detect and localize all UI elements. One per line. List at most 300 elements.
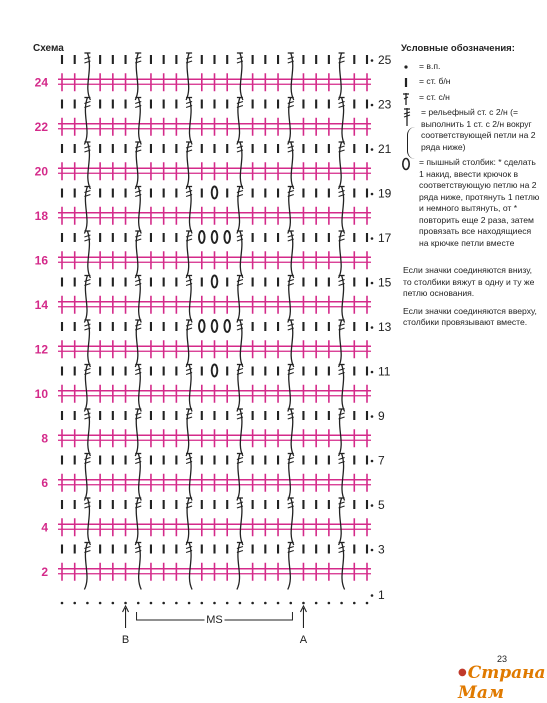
chain-stitch-icon (264, 602, 267, 605)
relief-stitch-tick (339, 280, 345, 282)
relief-stitch-icon (288, 543, 294, 590)
relief-stitch-tick (135, 413, 141, 415)
relief-stitch-icon (135, 142, 141, 189)
chain-stitch-icon (61, 602, 64, 605)
legend-item-label: = рельефный ст. с 2/н (= выполнить 1 ст. с 2/н вокруг соответствующей петли на 2 ряда ниже) (421, 107, 536, 152)
relief-stitch-icon (84, 276, 90, 323)
relief-stitch-stem (84, 454, 87, 501)
relief-stitch-icon (186, 276, 192, 323)
relief-stitch-tick (339, 235, 345, 237)
relief-stitch-icon (288, 142, 294, 189)
relief-stitch-tick (339, 369, 345, 371)
chain-stitch-icon (340, 602, 343, 605)
relief-stitch-icon (237, 231, 243, 278)
relief-stitch-stem (291, 498, 294, 545)
stitch-row (62, 411, 367, 420)
relief-stitch-tick (186, 102, 192, 104)
relief-stitch-icon (288, 365, 294, 412)
relief-stitch-icon (84, 187, 90, 234)
relief-stitch-stem (135, 320, 138, 367)
relief-stitch-tick (288, 57, 294, 59)
relief-stitch-tick (186, 324, 192, 326)
marker-a-label: A (299, 634, 308, 646)
chain-stitch-icon (150, 602, 153, 605)
row-number-label: 16 (34, 253, 48, 268)
relief-stitch-stem (186, 53, 189, 100)
relief-stitch-tick (135, 57, 141, 59)
row-turn-dot (371, 326, 374, 329)
relief-stitch-tick (237, 57, 243, 59)
stitch-row (58, 207, 371, 225)
stitch-row (58, 251, 371, 269)
relief-stitch-icon (135, 409, 141, 456)
relief-stitch-tick (288, 502, 294, 504)
relief-stitch-icon (84, 142, 90, 189)
row-turn-dot (371, 594, 374, 597)
row-turn-dot (371, 282, 374, 285)
relief-stitch-stem (288, 187, 291, 234)
relief-stitch-tick (135, 146, 141, 148)
relief-stitch-icon (84, 365, 90, 412)
relief-stitch-icon (339, 498, 345, 545)
relief-stitch-icon (135, 187, 141, 234)
row-number-label: 25 (378, 53, 392, 67)
chain-stitch-icon (315, 602, 318, 605)
relief-stitch-icon (237, 276, 243, 323)
relief-stitch-stem (135, 409, 138, 456)
relief-stitch-tick (186, 280, 192, 282)
relief-stitch-tick (84, 191, 90, 193)
legend-title: Условные обозначения: (401, 43, 515, 54)
row-number-label: 19 (378, 186, 392, 201)
relief-stitch-stem (189, 543, 192, 590)
relief-stitch-stem (339, 142, 342, 189)
stitch-row (58, 296, 371, 314)
relief-stitch-icon (186, 53, 192, 100)
puff-stitch-icon (199, 320, 205, 332)
legend-item-relief-stitch (401, 107, 541, 153)
relief-stitch-tick (339, 502, 345, 504)
relief-stitch-icon (186, 498, 192, 545)
relief-stitch-icon (237, 320, 243, 367)
stitch-row (58, 385, 371, 403)
relief-stitch-stem (342, 365, 345, 412)
relief-stitch-tick (135, 102, 141, 104)
puff-stitch-icon (224, 320, 230, 332)
relief-stitch-tick (288, 547, 294, 549)
stitch-row (58, 162, 371, 180)
page-number: 23 (497, 654, 508, 664)
legend-item-single-crochet (401, 76, 541, 88)
relief-stitch-icon (135, 498, 141, 545)
relief-stitch-tick (237, 369, 243, 371)
relief-stitch-stem (189, 276, 192, 323)
relief-stitch-stem (189, 187, 192, 234)
relief-stitch-stem (84, 543, 87, 590)
chain-stitch-icon (124, 602, 127, 605)
row-number-label: 13 (378, 320, 392, 334)
relief-stitch-tick (339, 413, 345, 415)
legend-note-bottom-join: Если значки соединяются внизу, то столбики вяжут в одну и ту же петлю основания. (403, 265, 535, 298)
relief-stitch-stem (84, 187, 87, 234)
relief-stitch-tick (186, 547, 192, 549)
relief-stitch-icon (339, 454, 345, 501)
relief-stitch-tick (84, 146, 90, 148)
relief-stitch-stem (186, 231, 189, 278)
relief-stitch-icon (84, 53, 90, 100)
relief-stitch-stem (240, 409, 243, 456)
relief-stitch-icon (84, 498, 90, 545)
relief-stitch-tick (339, 57, 345, 59)
row-turn-dot (371, 460, 374, 463)
row-number-label: 4 (41, 520, 48, 535)
chain-stitch-icon (137, 602, 140, 605)
chain-stitch-icon (366, 602, 369, 605)
relief-stitch-tick (84, 235, 90, 237)
chain-stitch-icon (277, 602, 280, 605)
relief-stitch-icon (186, 98, 192, 145)
relief-stitch-tick (84, 57, 90, 59)
row-turn-dot (371, 504, 374, 507)
row-turn-dot (371, 371, 374, 374)
relief-stitch-icon (237, 98, 243, 145)
relief-stitch-stem (339, 320, 342, 367)
relief-brace (407, 127, 416, 159)
relief-stitch-icon (135, 98, 141, 145)
row-number-label: 12 (34, 342, 48, 357)
row-number-label: 22 (34, 119, 48, 134)
relief-stitch-icon (339, 187, 345, 234)
repeat-label: MS (206, 614, 223, 626)
legend (401, 43, 541, 329)
relief-stitch-icon (401, 107, 415, 127)
relief-stitch-stem (189, 365, 192, 412)
relief-stitch-icon (339, 320, 345, 367)
stitch-row (58, 429, 371, 447)
relief-stitch-icon (186, 543, 192, 590)
relief-stitch-icon (135, 454, 141, 501)
puff-stitch-icon (199, 231, 205, 243)
chain-stitch-icon (239, 602, 242, 605)
relief-stitch-stem (240, 142, 243, 189)
row-number-label: 18 (34, 208, 48, 223)
chart-title: Схема (33, 43, 64, 54)
relief-stitch-stem (342, 98, 345, 145)
row-turn-dot (371, 59, 374, 62)
relief-stitch-stem (288, 98, 291, 145)
relief-stitch-tick (288, 235, 294, 237)
relief-stitch-tick (135, 547, 141, 549)
chain-stitch-icon (226, 602, 229, 605)
relief-stitch-stem (342, 276, 345, 323)
relief-stitch-stem (240, 53, 243, 100)
stitch-row (58, 563, 371, 581)
relief-stitch-tick (237, 102, 243, 104)
relief-stitch-stem (135, 53, 138, 100)
relief-stitch-tick (288, 458, 294, 460)
relief-stitch-stem (237, 454, 240, 501)
relief-stitch-tick (186, 369, 192, 371)
relief-stitch-tick (84, 458, 90, 460)
legend-note-top-join: Если значки соединяются вверху, столбики провязывают вместе. (403, 305, 537, 327)
legend-item-label: = пышный столбик: * сделать 1 накид, ввести крючок в соответствующую петлю на 2 ряда ниже, протянуть 1 петлю и немного вытянуть, от * повторить еще 2 раза, затем провязать все находящиеся на крючке петли вместе (419, 157, 540, 248)
row-turn-dot (371, 148, 374, 151)
relief-stitch-stem (84, 276, 87, 323)
row-number-label: 5 (378, 498, 385, 512)
relief-stitch-icon (135, 53, 141, 100)
relief-stitch-stem (240, 320, 243, 367)
relief-stitch-tick (135, 280, 141, 282)
stitch-row (62, 100, 367, 109)
row-number-label: 1 (378, 588, 385, 602)
row-number-label: 9 (378, 409, 385, 423)
relief-stitch-stem (135, 498, 138, 545)
relief-stitch-tick (237, 324, 243, 326)
legend-item-label: = ст. с/н (419, 91, 450, 102)
watermark (458, 663, 547, 703)
legend-item-puff-stitch (401, 157, 541, 249)
chain-stitch-icon (175, 602, 178, 605)
puff-stitch-icon (212, 365, 218, 377)
relief-stitch-tick (84, 413, 90, 415)
relief-stitch-stem (87, 320, 90, 367)
relief-stitch-icon (339, 98, 345, 145)
relief-stitch-stem (138, 98, 141, 145)
row-number-label: 17 (378, 231, 392, 245)
relief-stitch-stem (339, 498, 342, 545)
relief-stitch-icon (237, 142, 243, 189)
relief-stitch-tick (186, 146, 192, 148)
relief-stitch-icon (135, 276, 141, 323)
stitch-row (58, 118, 371, 136)
relief-stitch-stem (186, 142, 189, 189)
legend-item-label: = ст. б/н (419, 76, 451, 86)
relief-stitch-stem (138, 365, 141, 412)
double-crochet-icon (401, 92, 413, 106)
row-number-label: 6 (41, 475, 48, 490)
row-turn-dot (371, 193, 374, 196)
row-number-label: 7 (378, 453, 385, 468)
legend-item-chain (401, 61, 541, 73)
relief-stitch-tick (237, 458, 243, 460)
relief-stitch-icon (186, 320, 192, 367)
stitch-row (58, 73, 371, 91)
relief-stitch-icon (84, 231, 90, 278)
relief-stitch-icon (135, 543, 141, 590)
relief-stitch-tick (84, 324, 90, 326)
chain-stitch-icon (86, 602, 89, 605)
row-number-label: 14 (34, 297, 48, 312)
relief-stitch-icon (288, 98, 294, 145)
stitch-row (62, 144, 367, 153)
relief-stitch-tick (288, 413, 294, 415)
stitch-row (58, 474, 371, 492)
chain-stitch-icon (188, 602, 191, 605)
relief-stitch-tick (339, 458, 345, 460)
relief-stitch-icon (237, 53, 243, 100)
stitch-row (62, 545, 367, 554)
puff-stitch-icon (224, 231, 230, 243)
relief-stitch-icon (288, 320, 294, 367)
relief-stitch-stem (135, 231, 138, 278)
relief-stitch-tick (339, 191, 345, 193)
chain-stitch-icon (213, 602, 216, 605)
relief-stitch-stem (87, 53, 90, 100)
relief-stitch-icon (186, 454, 192, 501)
relief-stitch-stem (186, 498, 189, 545)
relief-stitch-stem (186, 320, 189, 367)
relief-stitch-icon (186, 409, 192, 456)
relief-stitch-tick (186, 191, 192, 193)
relief-stitch-tick (288, 191, 294, 193)
relief-stitch-tick (84, 547, 90, 549)
relief-stitch-tick (339, 324, 345, 326)
relief-stitch-tick (288, 369, 294, 371)
relief-stitch-tick (84, 502, 90, 504)
relief-stitch-icon (237, 543, 243, 590)
relief-stitch-stem (138, 187, 141, 234)
relief-stitch-icon (339, 53, 345, 100)
chain-stitch-icon (289, 602, 292, 605)
relief-stitch-icon (237, 409, 243, 456)
relief-stitch-tick (84, 102, 90, 104)
row-number-label: 11 (378, 364, 391, 379)
relief-stitch-tick (339, 547, 345, 549)
relief-stitch-icon (237, 365, 243, 412)
relief-stitch-tick (339, 146, 345, 148)
chain-stitch-icon (251, 602, 254, 605)
relief-stitch-tick (135, 369, 141, 371)
relief-stitch-tick (288, 102, 294, 104)
legend-item-double-crochet (401, 92, 541, 104)
relief-stitch-icon (135, 320, 141, 367)
row-number-label: 8 (41, 431, 48, 446)
relief-stitch-stem (87, 142, 90, 189)
relief-stitch-tick (237, 502, 243, 504)
marker-b-label: B (121, 634, 130, 646)
stitch-row (58, 340, 371, 358)
chain-stitch-icon (73, 602, 76, 605)
relief-stitch-stem (237, 187, 240, 234)
relief-stitch-stem (342, 187, 345, 234)
relief-stitch-tick (186, 235, 192, 237)
relief-stitch-stem (87, 498, 90, 545)
relief-stitch-tick (135, 502, 141, 504)
relief-stitch-icon (84, 543, 90, 590)
relief-stitch-stem (135, 142, 138, 189)
watermark-dot-icon: ● (458, 667, 467, 678)
relief-stitch-tick (237, 146, 243, 148)
stitch-row (58, 518, 371, 536)
relief-stitch-tick (237, 547, 243, 549)
row-number-label: 2 (41, 564, 48, 579)
relief-stitch-tick (84, 280, 90, 282)
relief-stitch-icon (237, 187, 243, 234)
relief-stitch-stem (237, 98, 240, 145)
relief-stitch-icon (339, 142, 345, 189)
chain-stitch-icon (112, 602, 115, 605)
relief-stitch-stem (87, 231, 90, 278)
chain-stitch-icon (353, 602, 356, 605)
watermark-text: Страна Мам (458, 663, 546, 703)
puff-stitch-icon (212, 276, 218, 288)
relief-stitch-icon (288, 187, 294, 234)
relief-stitch-icon (135, 231, 141, 278)
relief-stitch-tick (237, 413, 243, 415)
relief-stitch-stem (84, 365, 87, 412)
relief-stitch-icon (186, 142, 192, 189)
stitch-row (62, 500, 367, 509)
relief-stitch-stem (237, 276, 240, 323)
relief-stitch-tick (288, 146, 294, 148)
relief-stitch-icon (84, 98, 90, 145)
relief-stitch-stem (288, 454, 291, 501)
row-number-label: 21 (378, 142, 392, 156)
row-number-label: 23 (378, 97, 392, 112)
relief-stitch-tick (186, 458, 192, 460)
puff-stitch-icon (212, 320, 218, 332)
row-number-label: 15 (378, 275, 392, 290)
row-number-label: 10 (34, 386, 48, 401)
relief-stitch-icon (237, 498, 243, 545)
relief-stitch-tick (186, 413, 192, 415)
relief-stitch-stem (342, 543, 345, 590)
relief-stitch-icon (84, 320, 90, 367)
chain-stitch-icon (328, 602, 331, 605)
relief-stitch-stem (288, 543, 291, 590)
relief-stitch-stem (138, 454, 141, 501)
row-number-label: 24 (34, 75, 48, 90)
relief-stitch-tick (237, 280, 243, 282)
relief-stitch-icon (84, 409, 90, 456)
relief-stitch-stem (339, 53, 342, 100)
row-turn-dot (371, 104, 374, 107)
relief-stitch-stem (291, 231, 294, 278)
chain-stitch-icon (401, 61, 413, 73)
relief-stitch-icon (339, 231, 345, 278)
puff-stitch-icon (212, 187, 218, 199)
row-turn-dot (371, 237, 374, 240)
relief-stitch-tick (135, 458, 141, 460)
relief-stitch-icon (288, 498, 294, 545)
relief-stitch-stem (339, 231, 342, 278)
chain-stitch-icon (200, 602, 203, 605)
relief-stitch-icon (339, 543, 345, 590)
relief-stitch-stem (138, 543, 141, 590)
relief-stitch-tick (237, 235, 243, 237)
relief-stitch-stem (240, 498, 243, 545)
chain-stitch-icon (99, 602, 102, 605)
relief-stitch-stem (237, 365, 240, 412)
chain-stitch-icon (162, 602, 165, 605)
relief-stitch-icon (288, 276, 294, 323)
relief-stitch-tick (186, 57, 192, 59)
relief-stitch-stem (138, 276, 141, 323)
relief-stitch-stem (288, 276, 291, 323)
legend-item-label: = в.п. (419, 60, 441, 71)
row-turn-dot (371, 549, 374, 552)
relief-stitch-stem (288, 365, 291, 412)
relief-stitch-tick (135, 324, 141, 326)
relief-stitch-stem (87, 409, 90, 456)
row-number-label: 3 (378, 542, 385, 557)
relief-stitch-icon (288, 231, 294, 278)
relief-stitch-icon (339, 409, 345, 456)
relief-stitch-icon (288, 454, 294, 501)
relief-stitch-icon (288, 53, 294, 100)
relief-stitch-stem (291, 409, 294, 456)
relief-stitch-icon (288, 409, 294, 456)
